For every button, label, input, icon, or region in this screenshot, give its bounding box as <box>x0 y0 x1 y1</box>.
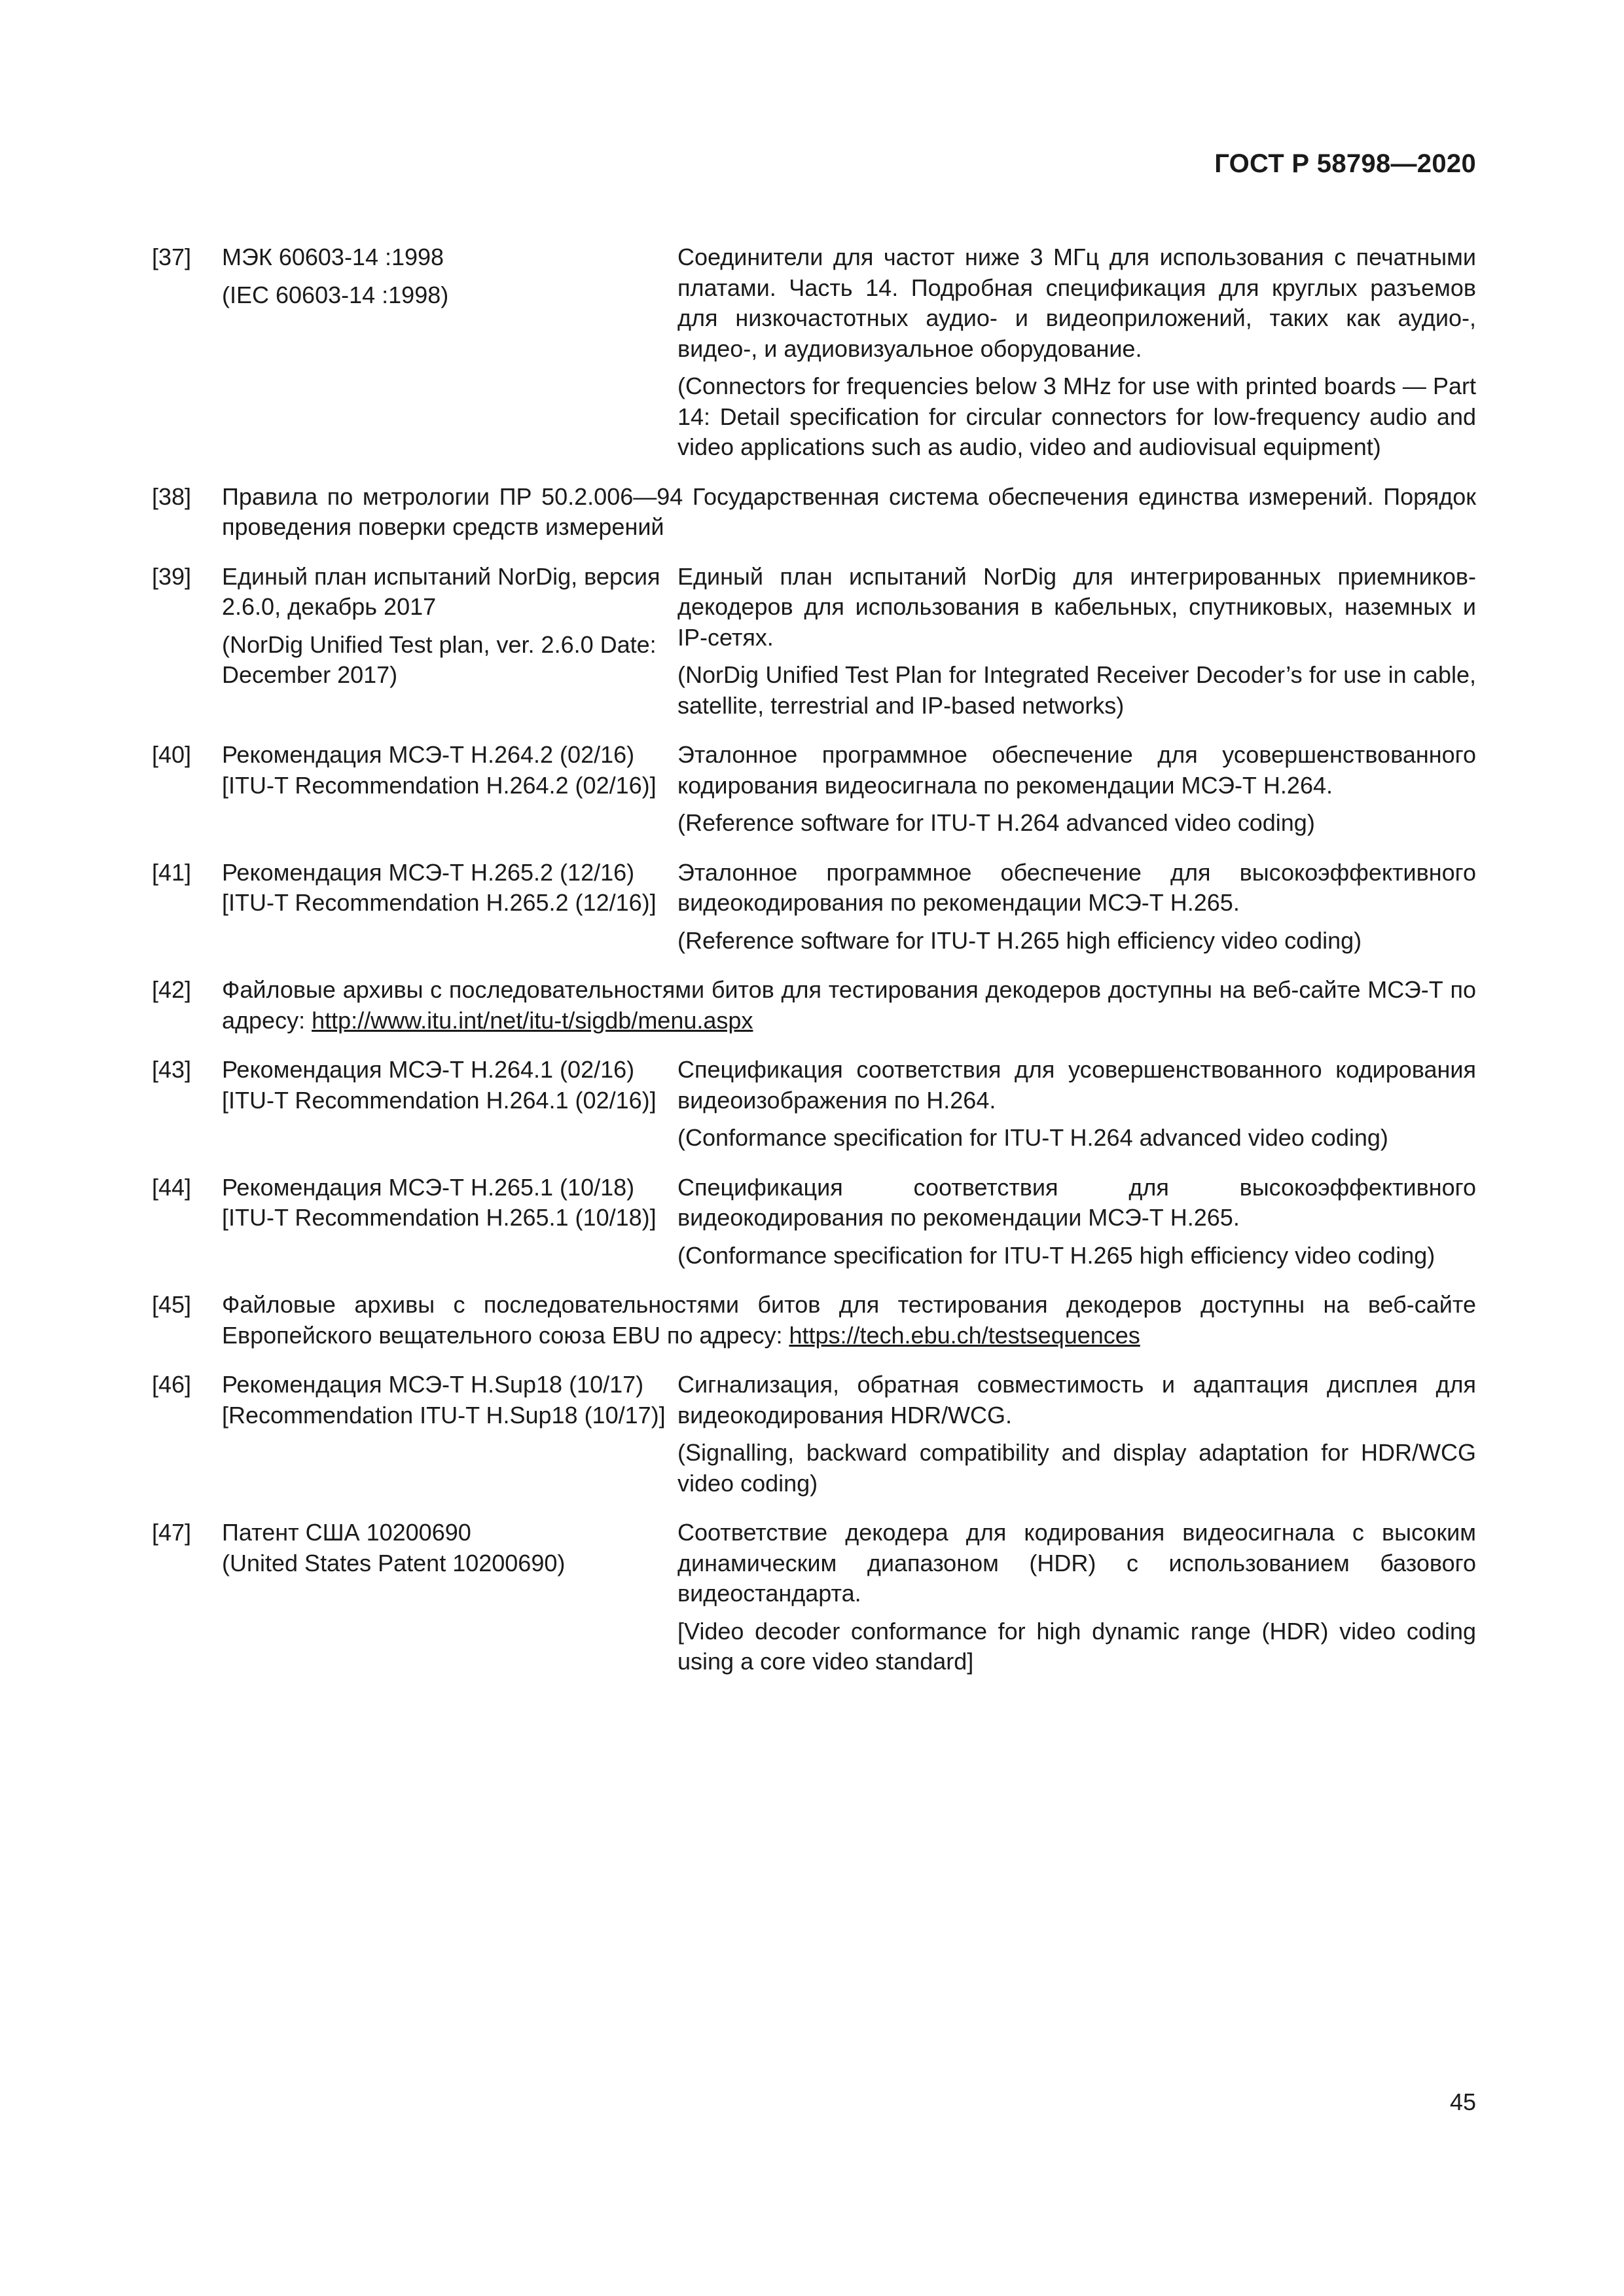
page-number: 45 <box>1449 2088 1476 2115</box>
source-ru: Рекомендация МСЭ-Т H.264.2 (02/16) <box>222 741 635 768</box>
reference-source <box>222 740 677 839</box>
reference-item-44 <box>152 1173 1476 1271</box>
reference-item-46 <box>152 1370 1476 1499</box>
reference-item-38 <box>152 482 1476 543</box>
title-ru: Спецификация соответствия для высокоэффективного видеокодирования по рекомендации МСЭ-Т H.265. <box>677 1173 1476 1231</box>
reference-number: [41] <box>152 858 192 886</box>
reference-source <box>222 1055 677 1154</box>
title-en: (Conformance specification for ITU-T H.264 advanced video coding) <box>677 1124 1388 1151</box>
reference-number: [42] <box>152 976 192 1003</box>
reference-number: [46] <box>152 1371 192 1398</box>
title-en: [Video decoder conformance for high dynamic range (HDR) video coding using a core video standard] <box>677 1617 1476 1675</box>
source-ru: Рекомендация МСЭ-Т H.265.2 (12/16) <box>222 858 635 886</box>
reference-number: [38] <box>152 483 192 510</box>
reference-title <box>677 740 1476 839</box>
reference-number: [39] <box>152 562 192 590</box>
source-ru: Рекомендация МСЭ-Т H.264.1 (02/16) <box>222 1056 635 1083</box>
reference-item-39 <box>152 562 1476 721</box>
source-en: [ITU-T Recommendation H.265.2 (12/16)] <box>222 889 657 916</box>
reference-text: Правила по метрологии ПР 50.2.006—94 Государственная система обеспечения единства измерений. Порядок проведения поверки средств измерений <box>222 483 1476 540</box>
reference-title <box>677 562 1476 721</box>
reference-source <box>222 562 677 721</box>
title-ru: Спецификация соответствия для усовершенствованного кодирования видеоизображения по H.264. <box>677 1056 1476 1114</box>
reference-item-37 <box>152 242 1476 463</box>
reference-title <box>677 858 1476 957</box>
title-en: (Reference software for ITU-T H.265 high efficiency video coding) <box>677 926 1362 954</box>
reference-title <box>677 1173 1476 1271</box>
reference-number: [40] <box>152 741 192 768</box>
source-ru: МЭК 60603-14 :1998 <box>222 244 444 270</box>
title-ru: Соединители для частот ниже 3 МГц для использования с печатными платами. Часть 14. Подробная спецификация для круглых разъемов для низкочастотных аудио- и видеоприложений, таких как аудио-, видео-, и аудиовизуальное оборудование. <box>677 244 1476 362</box>
title-ru: Эталонное программное обеспечение для усовершенствованного кодирования видеосигнала по рекомендации МСЭ-Т H.264. <box>677 741 1476 799</box>
source-ru: Единый план испытаний NorDig, версия 2.6.0, декабрь 2017 <box>222 562 660 620</box>
reference-text-body: Файловые архивы с последовательностями битов для тестирования декодеров доступны на веб-сайте Европейского вещательного союза EBU по адресу: <box>222 1291 1476 1349</box>
reference-text-body: Файловые архивы с последовательностями битов для тестирования декодеров доступны на веб-сайте МСЭ-Т по адресу: <box>222 976 1476 1034</box>
reference-item-43 <box>152 1055 1476 1154</box>
source-ru: Патент США 10200690 <box>222 1519 471 1546</box>
itu-sigdb-link[interactable]: http://www.itu.int/net/itu-t/sigdb/menu.aspx <box>312 1006 753 1034</box>
reference-text <box>222 975 1476 1036</box>
title-en: (NorDig Unified Test Plan for Integrated Receiver Decoder’s for use in cable, satellite, terrestrial and IP-based networks) <box>677 661 1476 719</box>
source-en: [ITU-T Recommendation H.264.2 (02/16)] <box>222 771 657 799</box>
source-ru: Рекомендация МСЭ-Т H.265.1 (10/18) <box>222 1173 635 1201</box>
reference-source <box>222 1518 677 1677</box>
reference-item-41 <box>152 858 1476 957</box>
title-en: (Signalling, backward compatibility and display adaptation for HDR/WCG video coding) <box>677 1439 1476 1497</box>
title-ru: Единый план испытаний NorDig для интегрированных приемников-декодеров для использования в кабельных, спутниковых, наземных и IP-сетях. <box>677 562 1476 651</box>
reference-item-47 <box>152 1518 1476 1677</box>
reference-source <box>222 1370 677 1499</box>
reference-number: [37] <box>152 244 192 270</box>
source-en: [Recommendation ITU-T H.Sup18 (10/17)] <box>222 1401 666 1429</box>
title-en: (Conformance specification for ITU-T H.265 high efficiency video coding) <box>677 1241 1435 1269</box>
reference-item-40 <box>152 740 1476 839</box>
title-ru: Соответствие декодера для кодирования видеосигнала с высоким динамическим диапазоном (HDR) с использованием базового видеостандарта. <box>677 1519 1476 1607</box>
title-ru: Сигнализация, обратная совместимость и адаптация дисплея для видеокодирования HDR/WCG. <box>677 1371 1476 1429</box>
source-en: (United States Patent 10200690) <box>222 1549 566 1576</box>
reference-number: [43] <box>152 1056 192 1083</box>
reference-number: [44] <box>152 1173 192 1201</box>
ebu-testsequences-link[interactable]: https://tech.ebu.ch/testsequences <box>789 1321 1140 1349</box>
reference-title <box>677 1518 1476 1677</box>
source-en: [ITU-T Recommendation H.265.1 (10/18)] <box>222 1204 657 1231</box>
reference-title <box>677 1370 1476 1499</box>
title-en: (Reference software for ITU-T H.264 advanced video coding) <box>677 809 1315 836</box>
reference-text <box>222 1290 1476 1351</box>
document-designation: ГОСТ Р 58798—2020 <box>1214 149 1476 178</box>
source-en: (NorDig Unified Test plan, ver. 2.6.0 Date: December 2017) <box>222 630 657 688</box>
reference-source <box>222 858 677 957</box>
reference-source <box>222 242 677 463</box>
source-en: (IEC 60603-14 :1998) <box>222 281 449 308</box>
source-en: [ITU-T Recommendation H.264.1 (02/16)] <box>222 1086 657 1114</box>
title-ru: Эталонное программное обеспечение для высокоэффективного видеокодирования по рекомендации МСЭ-Т H.265. <box>677 858 1476 916</box>
reference-item-45 <box>152 1290 1476 1351</box>
bibliography-list <box>152 242 1476 1696</box>
reference-item-42 <box>152 975 1476 1036</box>
reference-source <box>222 1173 677 1271</box>
reference-title <box>677 242 1476 463</box>
reference-number: [45] <box>152 1291 192 1318</box>
source-ru: Рекомендация МСЭ-Т H.Sup18 (10/17) <box>222 1371 644 1398</box>
reference-number: [47] <box>152 1519 192 1546</box>
reference-title <box>677 1055 1476 1154</box>
title-en: (Connectors for frequencies below 3 MHz for use with printed boards — Part 14: Detail specification for circular connectors for low-frequency audio and video applications such as audio, video and audiovisual equipment) <box>677 373 1476 460</box>
